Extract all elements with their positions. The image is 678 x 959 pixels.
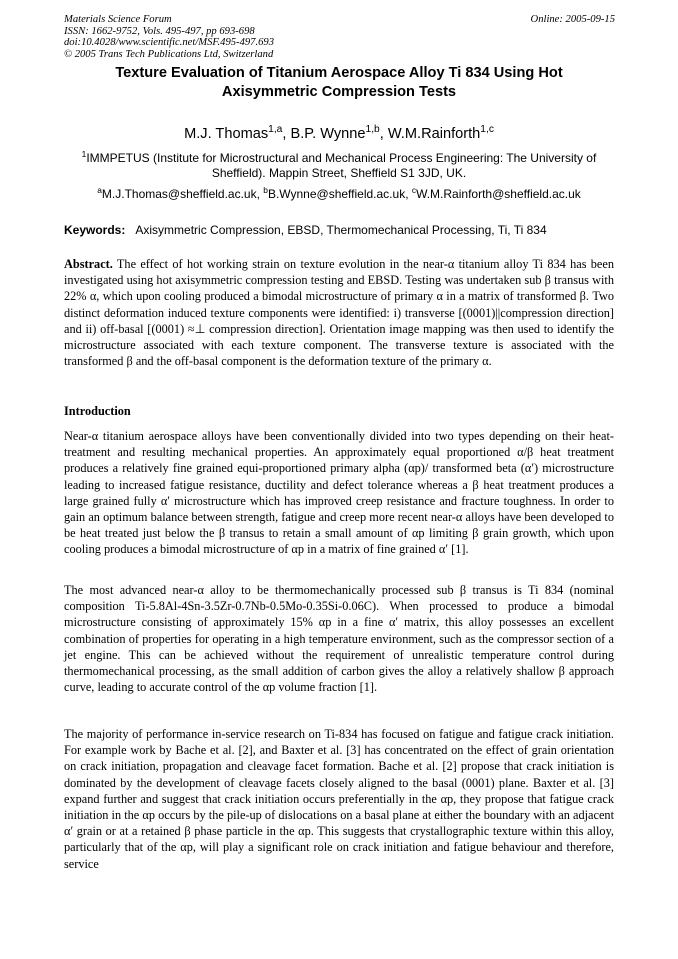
email-link[interactable]: $^a$M.J.Thomas@sheffield.ac.uk — [97, 185, 257, 201]
abstract-text: The effect of hot working strain on texture evolution in the near-α titanium alloy Ti 834 has been investigated using hot axisymmetric compression testing and EBSD. Testing was undertaken sub β transus with 22% α, which upon cooling produced a bimodal microstructure of primary α in a matrix of transformed β. Two distinct deformation induced texture components were identified: i) transverse [(0001)||compression direction] and ii) off-basal [(0001) ≈⊥ compression direction]. Orientation image mapping was then used to identify the microstructure associated with each texture component. The transverse texture is associated with the transformed β and the off-basal component is the deformation texture of the primary α. — [64, 257, 614, 369]
title-line-2: Axisymmetric Compression Tests — [221, 84, 457, 100]
author-emails: $^a$M.J.Thomas@sheffield.ac.uk, $^b$B.Wynne@sheffield.ac.uk, $^c$W.M.Rainforth@sheffield.ac.uk — [97, 185, 581, 201]
online-date: Online: 2005-09-15 — [530, 14, 615, 25]
abstract — [64, 256, 614, 369]
paper-title — [60, 64, 618, 102]
journal-issn: ISSN: 1662-9752, Vols. 495-497, pp 693-698 — [64, 25, 255, 37]
keywords-text: Axisymmetric Compression, EBSD, Thermomechanical Processing, Ti, Ti 834 — [135, 223, 547, 237]
journal-copyright: © 2005 Trans Tech Publications Ltd, Switzerland — [64, 48, 274, 60]
paragraph: The most advanced near-α alloy to be thermomechanically processed sub β transus is Ti 834 (nominal composition Ti-5.8Al-4Sn-3.5Zr-0.7Nb-0.5Mo-0.35Si-0.06C). When processed to produce a bimodal microstructure consisting of approximately 15% αp in a fine α′ matrix, this alloy possesses an excellent combination of properties for operating in a high temperature environment, such as the compressor section of a jet engine. This can be achieved without the requirement of unrealistic temperature control during thermomechanical processing, as the small addition of carbon gives the alloy a relatively shallow β approach curve, leading to accurate control of the αp volume fraction [1]. — [64, 583, 614, 695]
title-line-1: Texture Evaluation of Titanium Aerospace Alloy Ti 834 Using Hot — [115, 65, 563, 81]
section-heading: Introduction — [64, 404, 131, 418]
email-link[interactable]: $^b$B.Wynne@sheffield.ac.uk — [263, 185, 406, 201]
journal-header — [64, 14, 274, 60]
author-list — [60, 124, 618, 144]
abstract-label: Abstract. — [64, 257, 113, 271]
author: B.P. Wynne$^{1,b}$, — [290, 124, 388, 142]
keywords-label: Keywords: — [64, 223, 126, 237]
journal-doi[interactable]: doi:10.4028/www.scientific.net/MSF.495-497.693 — [64, 37, 274, 48]
paragraph: Near-α titanium aerospace alloys have been conventionally divided into two types depending on their heat-treatment and resulting mechanical properties. An approximately equal proportioned α/β heat treatment produces a relatively fine grained equi-proportioned primary alpha (αp)/ transformed beta (α′) microstructure leading to increased fatigue resistance, ductility and defect tolerance whereas a β heat treatment produces a large grained fully α′ microstructure which has improved creep resistance and fracture toughness. In order to gain an optimum balance between strength, fatigue and creep more recent near-α alloys have been developed to be heat treated just below the β transus to retain a small amount of αp limiting β grain growth, which upon cooling produces a bimodal microstructure of αp in a matrix of fine grained α′ [1]. — [64, 429, 614, 557]
keywords — [64, 222, 614, 238]
paragraph: The majority of performance in-service research on Ti-834 has focused on fatigue and fatigue crack initiation. For example work by Bache et al. [2], and Baxter et al. [3] has concentrated on the effect of grain orientation on crack initiation, propagation and cleavage facet formation. Bache et al. [2] propose that crack initiation is dominated by the development of cleavage facets closely aligned to the basal (0001) plane. Baxter et al. [3] expand further and suggest that crack initiation occurs preferentially in the αp, they propose that fatigue crack initiation in the αp occurs by the pile-up of dislocations on a basal plane at either the boundary with an adjacent α′ grain or at a retained β phase particle in the αp. This suggests that crystallographic texture within this alloy, particularly that of the αp, will play a significant role on crack initiation and fatigue behaviour and therefore, service — [64, 727, 614, 871]
affiliation: $^1$IMMPETUS (Institute for Microstructural and Mechanical Process Engineering: The University of Sheffield). Mappin Street, Sheffield S1 3JD, UK. — [81, 149, 597, 180]
journal-name: Materials Science Forum — [64, 14, 172, 25]
author: M.J. Thomas$^{1,a}$, — [184, 124, 291, 142]
email-link[interactable]: $^c$W.M.Rainforth@sheffield.ac.uk — [411, 185, 581, 201]
author: W.M.Rainforth$^{1,c}$ — [387, 124, 494, 142]
